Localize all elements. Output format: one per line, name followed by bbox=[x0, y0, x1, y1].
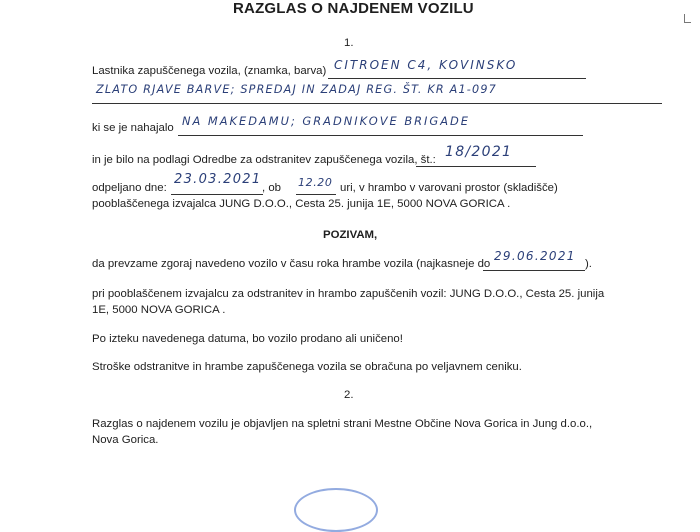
publication-note-2: Nova Gorica. bbox=[92, 434, 159, 446]
vehicle-color-line bbox=[92, 103, 662, 104]
tow-time-line bbox=[296, 194, 336, 195]
document-title: RAZGLAS O NAJDENEM VOZILU bbox=[233, 0, 474, 17]
tow-date-handwritten: 23.03.2021 bbox=[174, 172, 262, 187]
tow-date-line bbox=[171, 194, 263, 195]
vehicle-color-handwritten: ZLATO RJAVE BARVE; SPREDAJ IN ZADAJ REG. ŠT. KR A1-097 bbox=[96, 83, 497, 96]
costs-note: Stroške odstranitve in hrambe zapuščenega vozila se obračuna po veljavnem ceniku. bbox=[92, 361, 522, 373]
order-number-handwritten: 18/2021 bbox=[445, 144, 513, 160]
summons-heading: POZIVAM, bbox=[323, 229, 378, 241]
tow-time-handwritten: 12.20 bbox=[298, 176, 333, 189]
contractor-line: pooblaščenega izvajalca JUNG D.O.O., Cesta 25. junija 1E, 5000 NOVA GORICA . bbox=[92, 198, 511, 210]
location-handwritten: NA MAKEDAMU; GRADNIKOVE BRIGADE bbox=[182, 114, 471, 128]
order-number-line bbox=[416, 166, 536, 167]
collect-close: ). bbox=[585, 258, 592, 270]
vehicle-make-line bbox=[328, 78, 586, 79]
publication-note-1: Razglas o najdenem vozilu je objavljen na spletni strani Mestne Občine Nova Gorica in Jung d.o.o., bbox=[92, 418, 593, 430]
deadline-handwritten: 29.06.2021 bbox=[494, 249, 576, 263]
contractor-address-2: 1E, 5000 NOVA GORICA . bbox=[92, 304, 226, 316]
at-label: , ob bbox=[262, 182, 281, 194]
vehicle-make-handwritten: CITROEN C4, KOVINSKO bbox=[334, 58, 518, 72]
sold-warning: Po izteku navedenega datuma, bo vozilo prodano ali uničeno! bbox=[92, 333, 403, 345]
towed-label: odpeljano dne: bbox=[92, 182, 167, 194]
collect-label: da prevzame zgoraj navedeno vozilo v času roka hrambe vozila (najkasneje do bbox=[92, 258, 491, 270]
contractor-address-1: pri pooblaščenem izvajalcu za odstranitev in hrambo zapuščenih vozil: JUNG D.O.O., Cesta 25. junija bbox=[92, 288, 605, 300]
section-number-1: 1. bbox=[344, 37, 354, 49]
corner-mark bbox=[684, 14, 691, 23]
location-label: ki se je nahajalo bbox=[92, 122, 174, 134]
owner-label: Lastnika zapuščenega vozila, (znamka, barva) bbox=[92, 65, 327, 77]
order-label: in je bilo na podlagi Odredbe za odstranitev zapuščenega vozila, št.: bbox=[92, 154, 436, 166]
location-line bbox=[178, 135, 583, 136]
hour-suffix: uri, v hrambo v varovani prostor (skladišče) bbox=[340, 182, 558, 194]
official-stamp bbox=[294, 488, 378, 532]
deadline-line bbox=[483, 270, 585, 271]
section-number-2: 2. bbox=[344, 389, 354, 401]
